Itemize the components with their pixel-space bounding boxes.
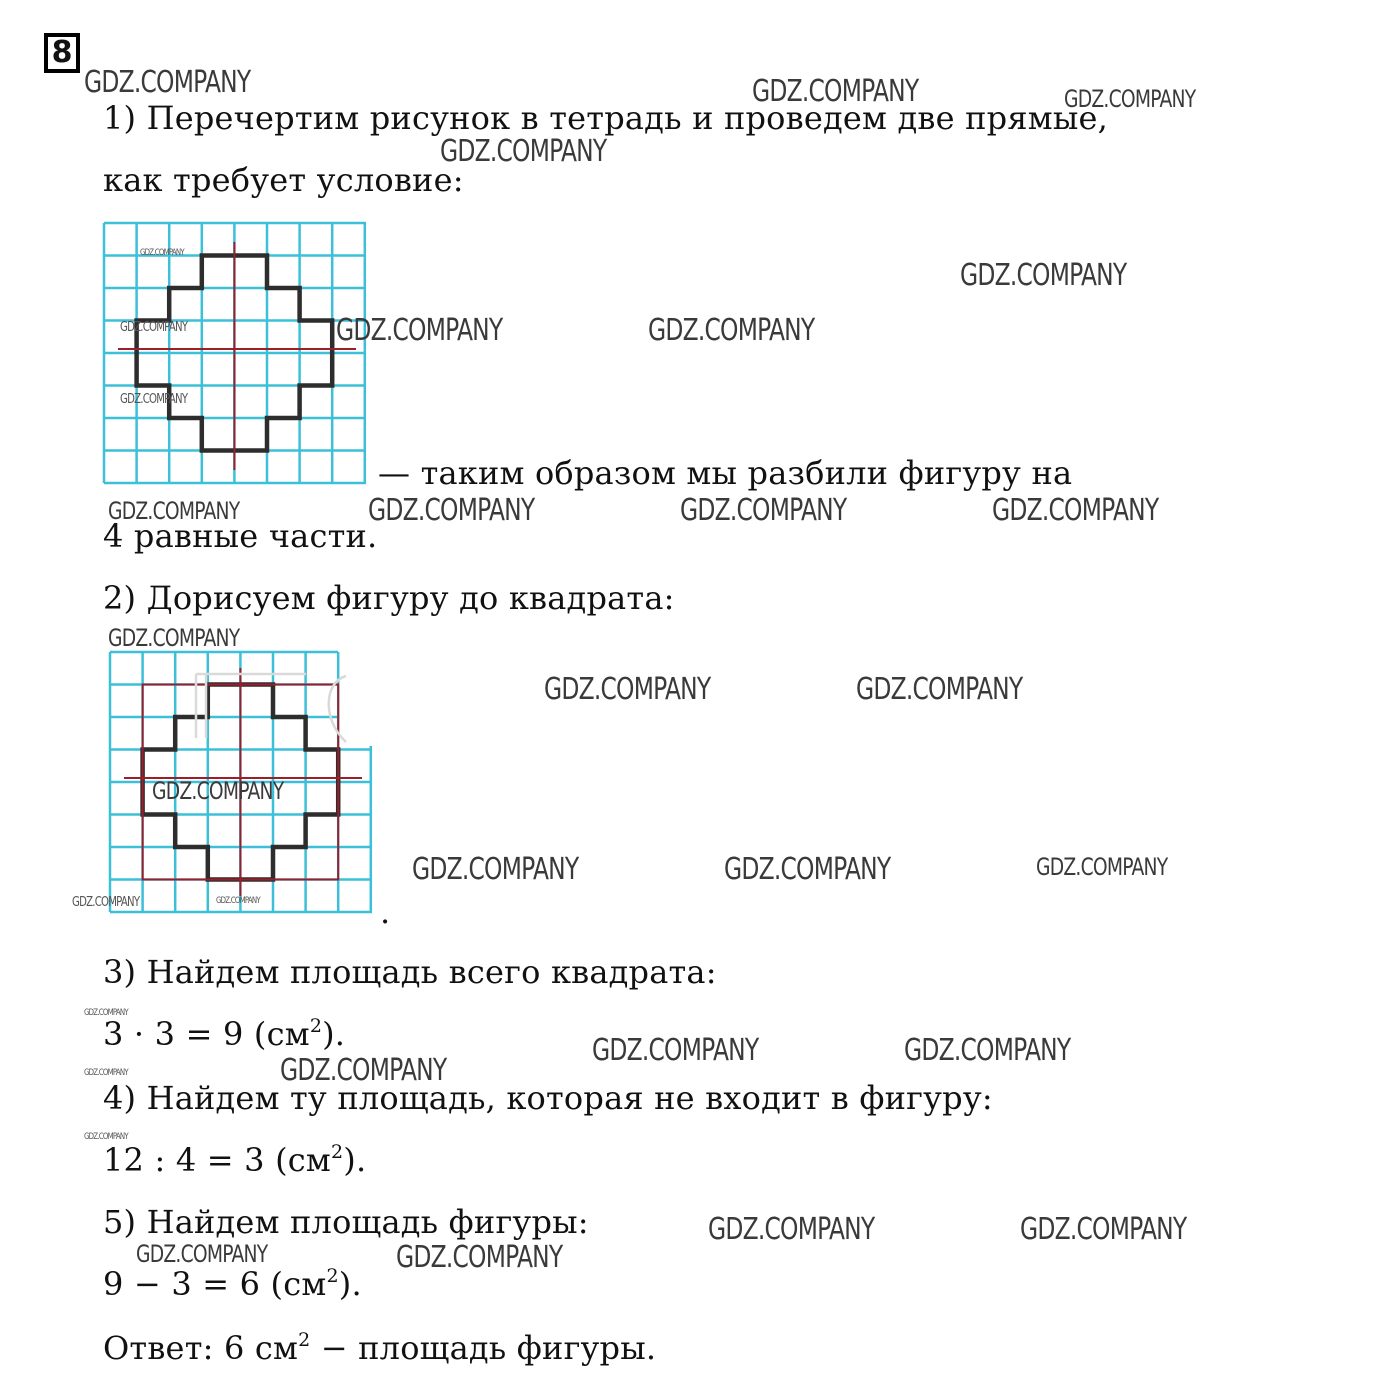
watermark: GDZ.COMPANY: [1020, 1212, 1187, 1247]
watermark: GDZ.COMPANY: [368, 493, 535, 528]
watermark: GDZ.COMPANY: [412, 852, 579, 887]
watermark: GDZ.COMPANY: [120, 392, 188, 407]
watermark: GDZ.COMPANY: [396, 1240, 563, 1275]
watermark: GDZ.COMPANY: [72, 895, 140, 910]
text-line-2: как требует условие:: [103, 161, 464, 199]
watermark: GDZ.COMPANY: [140, 248, 184, 258]
formula-area-square: 3 · 3 = 9 $(см^2)$.: [103, 1015, 346, 1053]
watermark: GDZ.COMPANY: [216, 896, 260, 906]
watermark: GDZ.COMPANY: [680, 493, 847, 528]
watermark: GDZ.COMPANY: [280, 1053, 447, 1088]
formula-area-figure: 9 − 3 = 6 $(см^2)$.: [103, 1265, 362, 1303]
watermark: GDZ.COMPANY: [84, 1008, 128, 1018]
watermark: GDZ.COMPANY: [648, 313, 815, 348]
text-line-3: — таким образом мы разбили фигуру на: [378, 454, 1073, 492]
watermark: GDZ.COMPANY: [120, 320, 188, 335]
watermark: GDZ.COMPANY: [152, 777, 284, 805]
watermark: GDZ.COMPANY: [1036, 853, 1168, 881]
watermark: GDZ.COMPANY: [708, 1212, 875, 1247]
watermark: GDZ.COMPANY: [592, 1033, 759, 1068]
formula-area-outside: 12 : 4 = 3 $(см^2)$.: [103, 1141, 367, 1179]
watermark: GDZ.COMPANY: [336, 313, 503, 348]
watermark: GDZ.COMPANY: [1064, 85, 1196, 113]
watermark: GDZ.COMPANY: [84, 65, 251, 100]
answer-line: Ответ: 6 $см^2$ − площадь фигуры.: [103, 1329, 657, 1367]
text-line-4: 4 равные части.: [103, 517, 378, 555]
watermark: GDZ.COMPANY: [84, 1068, 128, 1078]
watermark: GDZ.COMPANY: [992, 493, 1159, 528]
watermark: GDZ.COMPANY: [136, 1240, 268, 1268]
watermark: GDZ.COMPANY: [904, 1033, 1071, 1068]
text-line-11: 5) Найдем площадь фигуры:: [103, 1203, 589, 1241]
watermark: GDZ.COMPANY: [960, 258, 1127, 293]
text-line-9: 4) Найдем ту площадь, которая не входит в фигуру:: [103, 1079, 993, 1117]
watermark: GDZ.COMPANY: [724, 852, 891, 887]
text-line-6: .: [380, 893, 391, 931]
watermark: GDZ.COMPANY: [440, 134, 607, 169]
text-line-5: 2) Дорисуем фигуру до квадрата:: [103, 579, 675, 617]
figure-cross-divided: [100, 220, 372, 486]
task-number-box: 8: [44, 33, 80, 73]
watermark: GDZ.COMPANY: [84, 1132, 128, 1142]
watermark: GDZ.COMPANY: [108, 624, 240, 652]
text-line-7: 3) Найдем площадь всего квадрата:: [103, 953, 717, 991]
text-line-1: 1) Перечертим рисунок в тетрадь и проведем две прямые,: [103, 99, 1109, 137]
watermark: GDZ.COMPANY: [752, 74, 919, 109]
watermark: GDZ.COMPANY: [108, 497, 240, 525]
watermark: GDZ.COMPANY: [856, 672, 1023, 707]
watermark: GDZ.COMPANY: [544, 672, 711, 707]
